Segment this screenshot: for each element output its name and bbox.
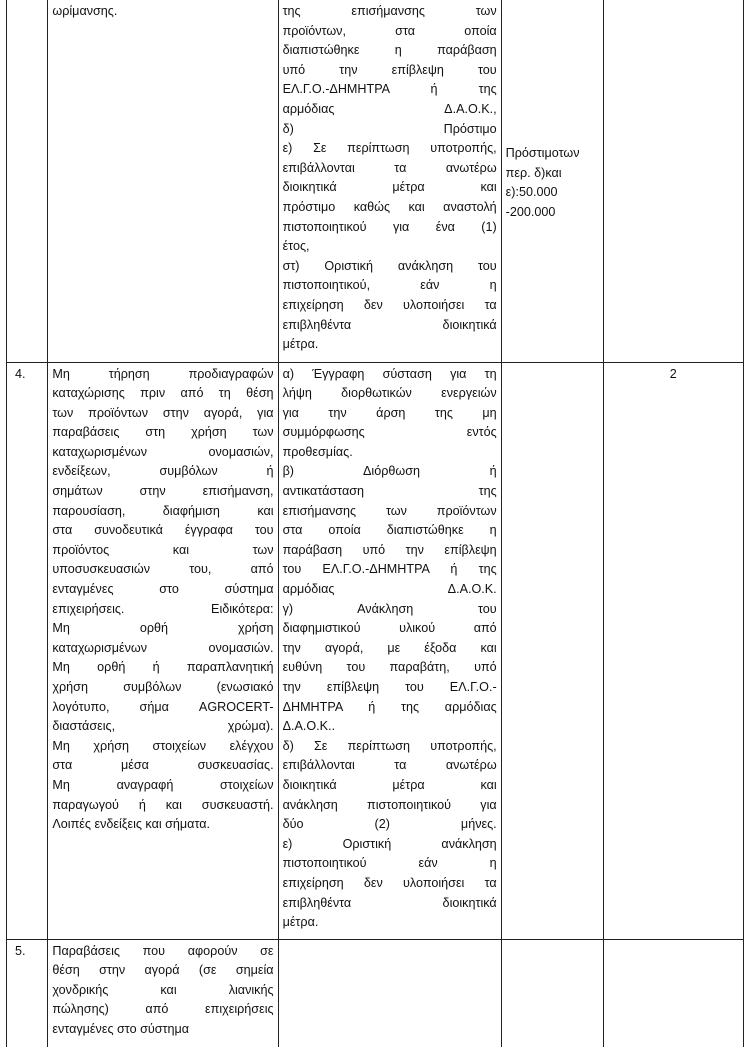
- fine-cell: [501, 362, 603, 939]
- text-line: ενταγμένες στο σύστημα: [52, 1021, 190, 1036]
- text-line: διαφημιστικού υλικού από: [282, 621, 497, 636]
- text-line: επιβάλλονται τα ανωτέρω: [282, 160, 497, 175]
- text-line: διοικητικά μέτρα και: [282, 777, 497, 792]
- text-line: ανάκληση πιστοποιητικού για: [282, 797, 497, 812]
- text-line: ΕΛ.Γ.Ο.-ΔΗΜΗΤΡΑ ή της: [282, 82, 497, 97]
- text-line: χρήση συμβόλων (ενωσιακό: [52, 680, 274, 694]
- text-line: αρμόδιας Δ.Α.Ο.Κ.: [282, 582, 497, 597]
- text-line: επιχείρηση δεν υλοποιήσει τα: [282, 297, 497, 312]
- text-line: ενταγμένες στο σύστημα: [52, 582, 274, 597]
- text-line: επιβληθέντα διοικητικά: [282, 317, 497, 332]
- text-line: στα συνοδευτικά έγγραφα του: [52, 523, 274, 538]
- text-line: υπό την επίβλεψη του: [282, 62, 497, 77]
- text-line: αρμόδιας Δ.Α.Ο.Κ.,: [282, 101, 497, 116]
- text-line: στ) Οριστική ανάκληση του: [282, 258, 497, 273]
- score-cell: [603, 939, 743, 1047]
- text-line: του ΕΛ.Γ.Ο.-ΔΗΜΗΤΡΑ ή της: [282, 562, 497, 577]
- text-line: λογότυπο, σήμα AGROCERT-: [52, 699, 274, 714]
- text-line: λήψη διορθωτικών ενεργειών: [282, 386, 497, 401]
- violation-cell: [48, 939, 278, 1047]
- text-line: α) Έγγραφη σύσταση για τη: [282, 366, 497, 381]
- penalties-table: [6, 0, 744, 1047]
- text-line: επιβληθέντα διοικητικά: [282, 895, 497, 910]
- text-line: αντικατάσταση της: [282, 484, 497, 499]
- text-line: ευθύνη του παραβάτη, υπό: [282, 660, 497, 675]
- measures-cell: [278, 939, 501, 1047]
- text-line: Μη τήρηση προδιαγραφών: [52, 366, 274, 381]
- text-line: στα οποία διαπιστώθηκε η: [282, 523, 497, 538]
- text-line: παραβάσεις στη χρήση των: [52, 425, 274, 440]
- fine-cell: [501, 0, 603, 362]
- table-row: [7, 939, 744, 1047]
- text-line: πώλησης) από επιχειρήσεις: [52, 1002, 274, 1017]
- text-line: διαστάσεις, χρώμα).: [52, 719, 274, 734]
- measures-cell: [278, 362, 501, 939]
- text-line: μέτρα.: [282, 915, 319, 930]
- text-line: θέση στην αγορά (σε σημεία: [52, 963, 274, 978]
- score-cell: 2: [603, 362, 743, 939]
- row-number: 4.: [7, 362, 48, 939]
- text-line: και ε):: [505, 165, 562, 200]
- text-line: γ) Ανάκληση του: [282, 601, 497, 616]
- text-line: για την άρση της μη: [282, 405, 497, 420]
- text-line: Μη ορθή χρήση: [52, 621, 274, 636]
- text-line: των περ. δ): [505, 146, 580, 180]
- text-line: επιχειρήσεις. Ειδικότερα:: [52, 601, 274, 616]
- text-line: ε) Οριστική ανάκληση: [282, 836, 497, 851]
- text-line: πρόστιμο καθώς και αναστολή: [282, 199, 497, 214]
- text-line: Μη αναγραφή στοιχείων: [52, 777, 274, 792]
- violation-cell: [48, 362, 278, 939]
- text-line: καταχώρισης πριν από τη θέση: [52, 386, 274, 401]
- text-line: καταχωρισμένων ονομασιών,: [52, 444, 274, 459]
- table-row: [7, 0, 744, 362]
- text-line: της επισήμανσης των: [282, 4, 497, 18]
- score-cell: [603, 0, 743, 362]
- text-line: παράβαση υπό την επίβλεψη: [282, 542, 497, 557]
- text-line: 50.000 -: [505, 185, 558, 219]
- text-line: επιχείρηση δεν υλοποιήσει τα: [282, 875, 497, 890]
- text-line: παρουσίαση, διαφήμιση και: [52, 503, 274, 518]
- text-line: καταχωρισμένων ονομασιών.: [52, 640, 274, 655]
- violation-cell: [48, 0, 278, 362]
- row-number: [7, 0, 48, 362]
- text-line: Μη ορθή ή παραπλανητική: [52, 660, 274, 675]
- text-line: υποσυσκευασιών του, από: [52, 562, 274, 577]
- fine-cell: [501, 939, 603, 1047]
- text-line: έτος,: [282, 239, 310, 254]
- row-number: 5.: [7, 939, 48, 1047]
- text-line: πιστοποιητικού εάν η: [282, 856, 497, 871]
- text-line: δ) Πρόστιμο: [282, 121, 497, 136]
- text-line: Λοιπές ενδείξεις και σήματα.: [52, 817, 211, 832]
- text-line: επιβάλλονται τα ανωτέρω: [282, 758, 497, 773]
- text-line: Μη χρήση στοιχείων ελέγχου: [52, 738, 274, 753]
- measures-cell: [278, 0, 501, 362]
- text-line: μέτρα.: [282, 337, 319, 352]
- text-line: δύο (2) μήνες.: [282, 817, 497, 832]
- text-line: ΔΗΜΗΤΡΑ ή της αρμόδιας: [282, 699, 497, 714]
- text-line: Παραβάσεις που αφορούν σε: [52, 943, 274, 958]
- table-row: [7, 362, 744, 939]
- text-line: 200.000: [509, 204, 556, 219]
- text-line: την επίβλεψη του ΕΛ.Γ.Ο.-: [282, 680, 497, 694]
- text-line: διαπιστώθηκε η παράβαση: [282, 43, 497, 58]
- text-line: παραγωγού ή και συσκευαστή.: [52, 797, 274, 812]
- text-line: ε) Σε περίπτωση υποτροπής,: [282, 141, 497, 156]
- text-line: ενδείξεων, συμβόλων ή: [52, 464, 274, 479]
- text-line: προϊόντων, στα οποία: [282, 23, 497, 38]
- text-line: την αγορά, με έξοδα και: [282, 640, 497, 655]
- text-line: πιστοποιητικού για ένα (1): [282, 219, 497, 234]
- text-line: Πρόστιμο: [505, 146, 559, 160]
- text-line: στα μέσα συσκευασίας.: [52, 758, 274, 773]
- text-line: επισήμανσης των προϊόντων: [282, 503, 497, 518]
- text-line: σημάτων στην επισήμανση,: [52, 484, 274, 499]
- text-line: πιστοποιητικού, εάν η: [282, 278, 497, 293]
- text-line: χονδρικής και λιανικής: [52, 982, 274, 997]
- text-line: β) Διόρθωση ή: [282, 464, 497, 479]
- text-line: προθεσμίας.: [282, 444, 353, 459]
- text-line: προϊόντος και των: [52, 542, 274, 557]
- text-line: των προϊόντων στην αγορά, για: [52, 405, 274, 420]
- text-line: Δ.Α.Ο.Κ..: [282, 719, 336, 734]
- text-line: δ) Σε περίπτωση υποτροπής,: [282, 738, 497, 753]
- text-line: συμμόρφωσης εντός: [282, 425, 497, 440]
- text-line: διοικητικά μέτρα και: [282, 180, 497, 195]
- text-line: ωρίμανσης.: [52, 4, 118, 18]
